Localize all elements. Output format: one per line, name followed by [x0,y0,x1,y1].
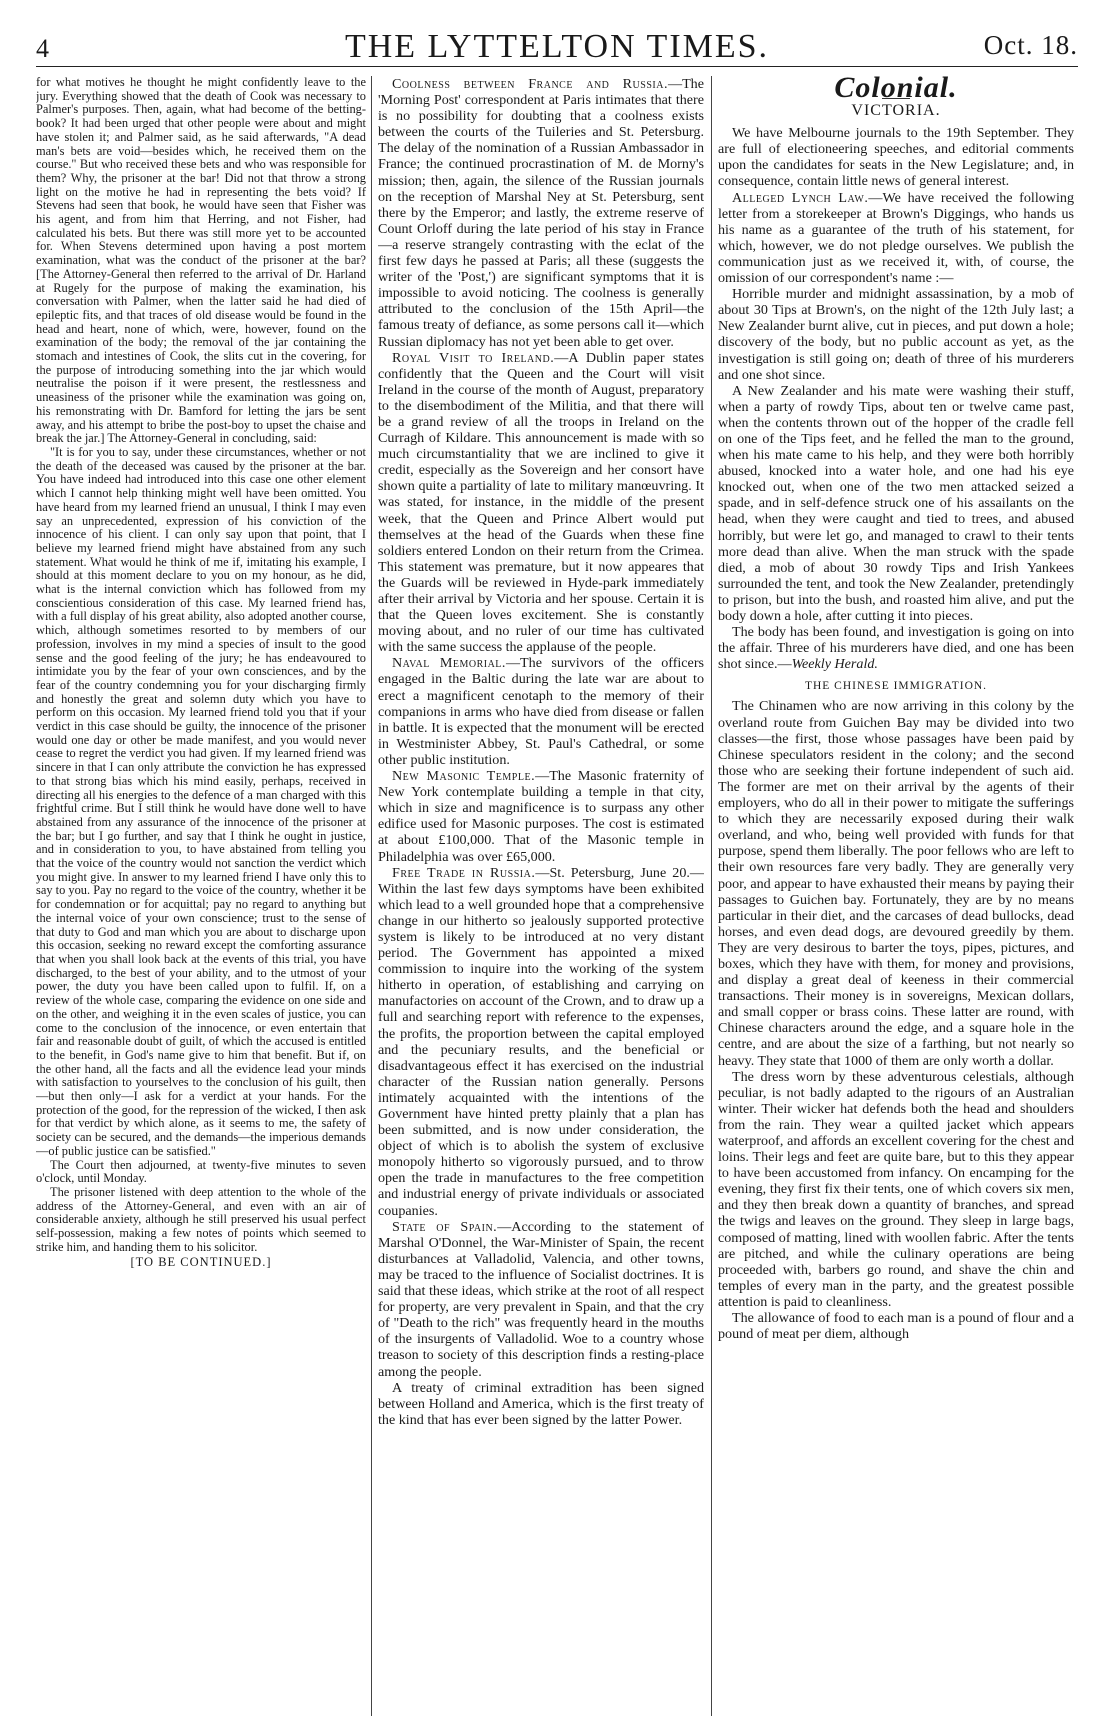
article-body: —The Masonic fraternity of New York contemplate building a temple in that city, which in size and magnificence is to surpass any other edifice used for Masonic purposes. The cost is estimated at about £100,000. That of the Masonic temple in Philadelphia was over £65,000. [378,768,704,865]
article-heading: Free Trade in Russia. [392,864,536,881]
article-royal-visit [378,350,704,656]
column-divider [371,76,372,1716]
article-body: —The survivors of the officers engaged in the Baltic during the late war are about to erect a magnificent cenotaph to the memory of their companions in arms who have died from disease or fallen in battle. It is expected that the monument will be erected in Westminister Abbey, St. Paul's Cathedral, or some other public institution. [378,655,704,768]
column-news-items [378,76,704,1716]
paragraph: The Court then adjourned, at twenty-five minutes to seven o'clock, until Monday. [36,1157,366,1186]
paragraph: "It is for you to say, under these circumstances, whether or not the death of the deceased was caused by the prisoner at the bar. You have indeed had introduced into this case one other element which I cannot help thinking might well have been omitted. You have heard from my learned friend an unusual, I think I may even say an unprecedented, expression of his conviction of the innocence of his client. I can only say upon that point, that I believe my learned friend might have abstained from any such statement. What would he think of me if, imitating his example, I should at this moment declare to you on my honour, as he did, what is the internal conviction which has followed from my conscientious consideration of this case. My learned friend has, with a full display of his great ability, also adopted another course, which, although sometimes resorted to by members of our profession, involves in my mind a species of insult to the good sense and the good feeling of the jury; he has endeavoured to intimidate you by the fear of your own consciences, and by the fear of the country condemning you for your discharging firmly and honestly the great and solemn duty which you have to perform on this occasion. My learned friend told you that if your verdict in this case should be guilty, the innocence of the prisoner would one day or other be made manifest, and you would never cease to regret the verdict you had given. If my learned friend was sincere in that I can only attribute the conviction he has expressed to that strong bias which his mind easily, perhaps, received in directing all his energies to the defence of a man charged with this frightful crime. But I still think he would have done well to have abstained from any assurance of the innocence of the prisoner at the bar; but I go further, and say that I think he ought in justice, and in consideration to you, to have abstained from telling you that the voice of the country would not sanction the verdict which you might give. In answer to my learned friend I have only this to say to you. Pay no regard to the voice of the country, whether it be for condemnation or for acquittal; pay no regard to anything but the internal voice of your own conscience; trust to the sense of that duty to God and man which you are about to discharge upon this occasion, seeking no reward except the comforting assurance that when you shall look back at the events of this trial, you have discharged, to the best of your ability, and to the utmost of your power, the duty you have been called upon to fulfil. If, on a review of the whole case, comparing the evidence on one side and on the other, and weighing it in the even scales of justice, you can come to the conclusion of the innocence, or even entertain that fair and reasonable doubt of guilt, of which the accused is entitled to the benefit, in God's name give to him that benefit. But if, on the other hand, all the facts and all the evidence lead your minds with satisfaction to yourselves to the conclusion of his guilt, then—but then only—I ask for a verdict at your hands. For the protection of the good, for the repression of the wicked, I then ask for that verdict by which alone, as it seems to me, the safety of society can be secured, and the demands—the imperious demands—of public justice can be satisfied." [36,444,366,1158]
paragraph: A New Zealander and his mate were washing their stuff, when a party of rowdy Tips, about ten or twelve came past, when the contents thrown out of the hopper of the cradle fell on one of the Tips feet, and he felled the man to the ground, when his mate came to his help, and they were both horribly abused, knocked into a water hole, and one had his eye knocked out, when one of the two men attacked seized a spade, and in self-defence struck one of his assailants on the head, when they were caught and tied to trees, and abused horribly, but were let go, and managed to crawl to their tents more dead than alive. When the man struck with the spade died, a mob of about 30 rowdy Tips and Irish Yankees surrounded the tent, and took the New Zealander, pretendingly to prison, but into the bush, and roasted him alive, and put the body down a hole, after cutting it into pieces. [718,382,1074,624]
article-body: —St. Petersburg, June 20.—Within the last few days symptoms have been exhibited which lead to a well grounded hope that a comprehensive change in our hitherto so jealously supported protective system is likely to be introduced at no very distant period. The Government has appointed a mixed commission to inquire into the working of the system hitherto in operation, of establishing and carrying on manufactories on account of the Crown, and to draw up a full and searching report with reference to the expenses, the profits, the proportion between the capital employed and the pecuniary results, and the beneficial or disadvantageous effect it has exercised on the industrial character of the Russian nation generally. Persons intimately acquainted with the intentions of the Government have hinted pretty plainly that a plan has been submitted, and is now under consideration, the object of which is to abolish the system of exclusive monopoly hitherto so vigorously pursued, and to throw open the trade in manufactures to the free competition and industrial energy of private individuals or associated coupanies. [378,864,704,1219]
article-heading: Royal Visit to Ireland. [392,349,555,366]
article-heading: Alleged Lynch Law. [732,189,869,206]
article-free-trade [378,865,704,1219]
column-divider [711,76,712,1716]
paragraph [718,624,1074,672]
article-heading: Coolness between France and Russia. [392,76,668,92]
article-body: —A Dublin paper states confidently that the Queen and the Court will visit Ireland in the course of the month of August, preparatory to the disembodiment of the Militia, and that there will be a grand review of all the troops in Ireland on the Curragh of Kildare. This announcement is made with so much circumstantiality that we are inclined to give it credit, especially as the Sovereign and her consort have shown quite a partiality of late to military manœuvring. It was stated, for instance, in the middle of the present week, that the Queen and Prince Albert would put themselves at the head of the Guards when these fine soldiers entered London on their return from the Crimea. This statement was premature, but it now appeares that the Guards will be reviewed in Hyde-park immediately after their arrival by Victoria and her spouse. Certain it is that the Queen loves excitement. She is constantly moving about, and no ruler of our time has cultivated with the same success the applause of the people. [378,349,704,656]
continued-notice: [TO BE CONTINUED.] [130,1255,272,1270]
paragraph: The prisoner listened with deep attention to the whole of the address of the Attorney-General, and even with an air of considerable anxiety, although he still preserved his usual perfect self-possession, making a few notes of points which seemed to strike him, and handing them to his solicitor. [36,1184,366,1254]
masthead-rule [36,66,1078,67]
article-coolness [378,76,704,350]
column-trial-report [36,76,366,1716]
article-heading: New Masonic Temple. [392,768,536,785]
paragraph: Horrible murder and midnight assassination, by a mob of about 30 Tips at Brown's, on the night of the 12th July last; a New Zealander burnt alive, cut in pieces, and put down a hole; discovery of the body, but no public account as yet, as the investigation is still going on; death of three of his murderers and one shot since. [718,286,1074,383]
column-colonial [718,76,1074,1716]
article-lynch-law [718,190,1074,287]
masthead [36,16,1078,66]
section-subheading: VICTORIA. [851,102,941,120]
issue-date: Oct. 18. [983,30,1078,60]
article-masonic-temple [378,768,704,865]
article-naval-memorial [378,655,704,768]
newspaper-title: THE LYTTELTON TIMES. [344,28,770,65]
page-number: 4 [36,34,49,63]
article-subheading: THE CHINESE IMMIGRATION. [804,680,988,693]
article-body: —We have received the following letter from a storekeeper at Brown's Diggings, who hands us his name as a guarantee of the truth of his statement, for which, however, we do not pledge ourselves. We publish the communication just as we received it, with, of course, the omission of our correspondent's name :— [718,189,1074,287]
paragraph: for what motives he thought he might confidently leave to the jury. Everything showed that the death of Cook was necessary to Palmer's purposes. Then, again, what had become of the betting-book? It had been urged that other people were about and might have stolen it; and Palmer said, as he said afterwards, "A dead man's bets are void—besides which, he received them on the course." But who received these bets and who was responsible for them? Why, the prisoner at the bar! Did not that throw a strong light on the motive he had in representing the bets void? If Stevens had seen that book, he would have seen that Fisher was his agent, and from him that Herring, and not Fisher, had calculated his bets. But there was still more yet to be accounted for. When Stevens determined upon having a post mortem examination, what was the conduct of the prisoner at the bar? [The Attorney-General then referred to the arrival of Dr. Harland at Rugely for the purpose of making the examination, his conversation with Palmer, when the latter said he had died of epileptic fits, and that traces of old disease would be found in the head and heart, none of which, were, however, found on the examination of the body; the removal of the jar containing the stomach and intestines of Cook, the slits cut in the covering, for the purpose of introducing something into the jar which would neutralise the poison if it were present, the restlessness and uneasiness of the prisoner while the examination was going on, his remonstrating with Dr. Bamford for letting the jars be sent away, and his attempt to bribe the post-boy to upset the chaise and break the jar.] The Attorney-General in concluding, said: [36,76,366,446]
paragraph: The dress worn by these adventurous celestials, although peculiar, is not badly adapted to the rigours of an Australian winter. Their wicker hat defends both the head and shoulders from the rain. They wear a quilted jacket which appears waterproof, and affords an excellent covering for the chest and loins. Their legs and feet are quite bare, but to this they appear to have been accustomed from infancy. On encamping for the evening, they first fix their tents, one of which covers six men, and they then break down a quantity of branches, and spread the twigs and leaves on the ground. They sleep in large bags, composed of matting, lined with woollen fabric. After the tents are pitched, and while the culinary operations are being proceeded with, barbers go round, and shave the chin and temples of every man in the party, and the greatest possible attention is paid to cleanliness. [718,1068,1074,1310]
article-extradition: A treaty of criminal extradition has been signed between Holland and America, which is the first treaty of the kind that has ever been signed by the latter Power. [378,1379,704,1428]
paragraph-text: The body has been found, and investigation is going on into the affair. Three of his murderers have died, and one has been shot since.— [718,624,1074,673]
article-heading: Naval Memorial. [392,655,506,672]
paragraph: The Chinamen who are now arriving in this colony by the overland route from Guichen Bay may be divided into two classes—the first, those whose passages have been paid by Chinese speculators resident in the colony; and the second those who are seeking their fortune independent of such aid. The former are met on their arrival by the agents of their employers, who do all in their power to mitigate the sufferings to which they are necessarily exposed during their walk overland, and who, being well provided with funds for that purpose, spend them liberally. The poor fellows who are left to their own resources fare very badly. They are generally very poor, and appear to have exhausted their means by paying their passages to Guichen bay. Fortunately, they are by no means particular in their diet, and the carcases of dead bullocks, dead horses, and even dead dogs, are devoured greedily by them. They are very desirous to barter the toys, pipes, pictures, and boxes, which they have with them, for money and provisions, and display a great deal of keeness in their commercial transactions. Their money is in sovereigns, Mexican dollars, and small copper or brass coins. These latter are round, with Chinese characters around the edge, and a square hole in the centre, and are about the size of a farthing, but not nearly so heavy. They state that 1000 of them are only worth a dollar. [718,698,1074,1069]
source-attribution: Weekly Herald. [791,656,878,673]
article-body: —According to the statement of Marshal O'Donnel, the War-Minister of Spain, the recent disturbances at Valladolid, Valencia, and other towns, may be traced to the influence of Socialist doctrines. It is said that these ideas, which strike at the root of all respect for property, are very prevalent in Spain, and that the cry of "Death to the rich" was frequently heard in the mouths of the insurgents of Valladolid. Woe to a country whose treason to society of this description finds a resting-place among the people. [378,1218,704,1380]
paragraph: The allowance of food to each man is a pound of flour and a pound of meat per diem, although [718,1310,1074,1343]
section-heading: Colonial. [834,76,958,104]
article-body: —The 'Morning Post' correspondent at Paris intimates that there is no possibility for doubting that a coolness exists between the courts of the Tuileries and St. Petersburg. The delay of the nomination of a Russian Ambassador in France; the continued procrastination of M. de Morny's mission; then, again, the silence of the Russian journals on the reception of Marshal Ney at St. Petersburg, sent there by the Emperor; and lastly, the extreme reserve of Count Orloff during the late period of his stay in France—a reserve strangely contrasting with the eclat of the first few days he passed at Paris; all these (suggests the writer of the 'Post,') are significant symptoms that it is impossible to avoid noticing. The coolness is generally attributed to the conclusion of the 15th April—the famous treaty of defiance, as some persons call it—which Russian diplomacy has not yet been able to get over. [378,76,704,350]
article-state-of-spain [378,1219,704,1380]
paragraph: We have Melbourne journals to the 19th September. They are full of electioneering speeches, and editorial comments upon the candidates for seats in the New Legislature; and, in consequence, contain little news of general interest. [718,125,1074,190]
article-heading: State of Spain. [392,1218,498,1235]
